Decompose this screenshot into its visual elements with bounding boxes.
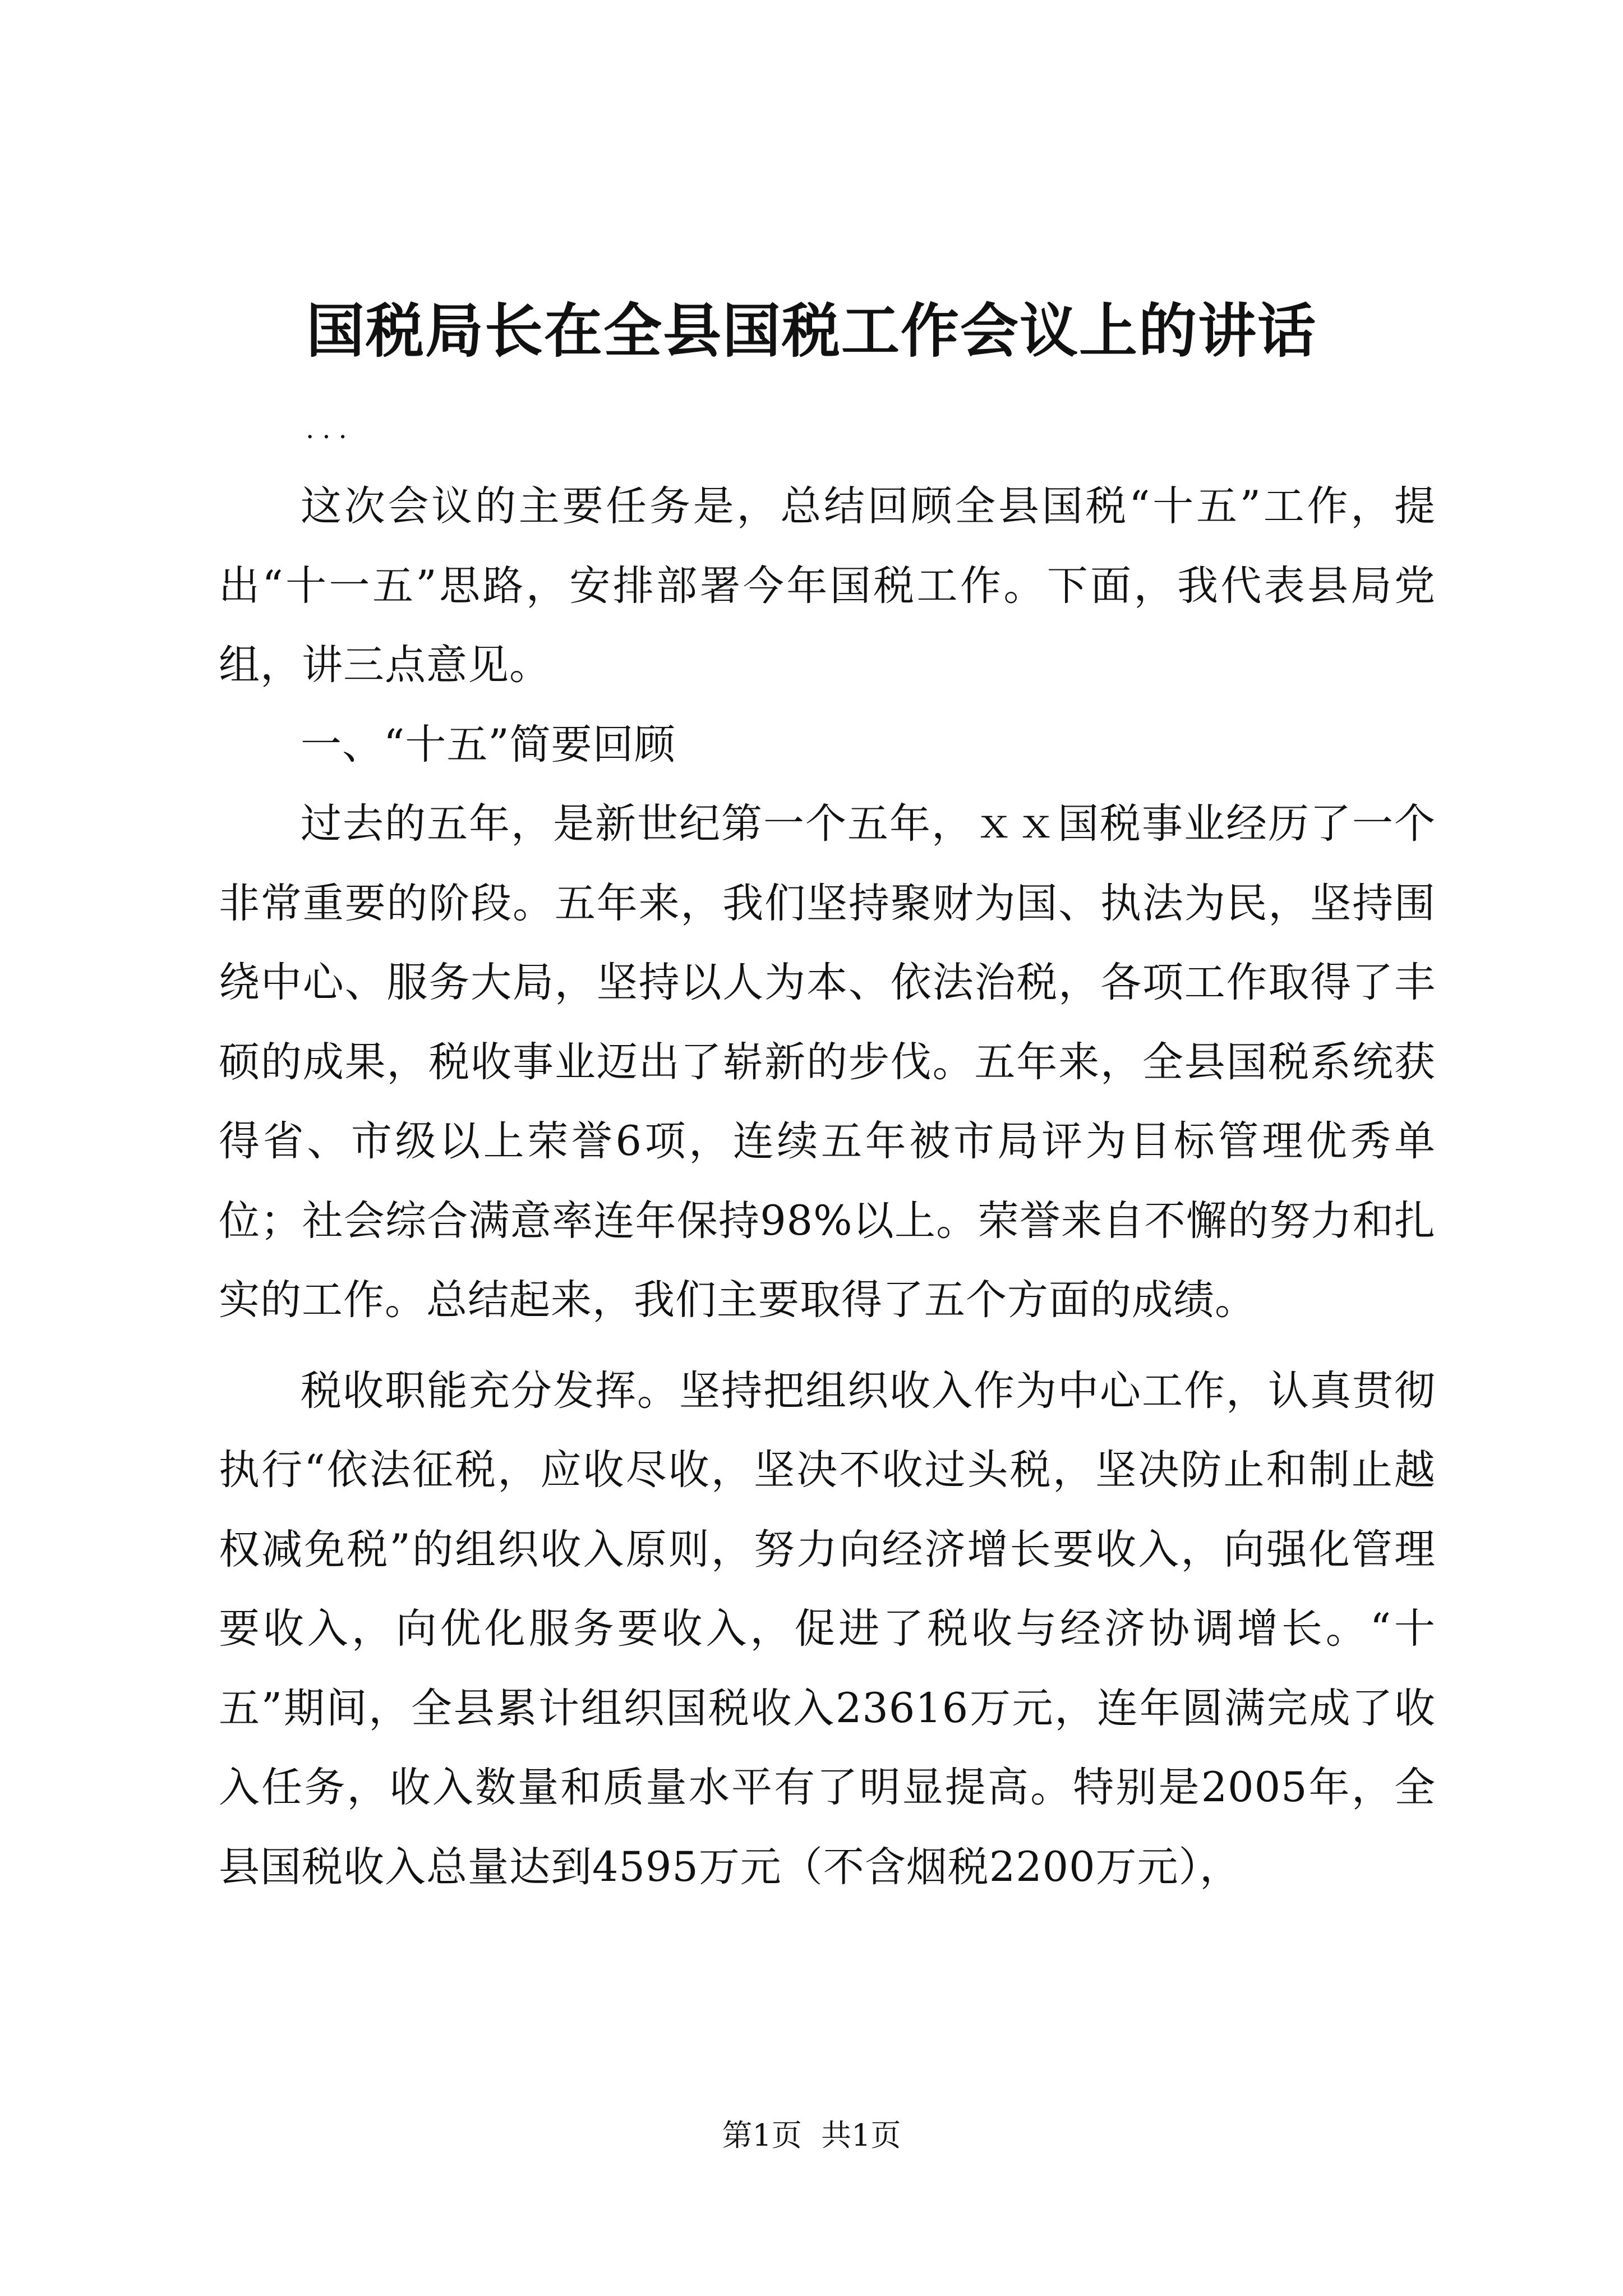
document-title: 国税局长在全县国税工作会议上的讲话: [306, 296, 1317, 365]
footer-page-number: 1: [752, 2118, 772, 2153]
page-footer: [0, 2116, 1623, 2155]
footer-total-prefix: 共: [821, 2118, 852, 2153]
paragraph-review: 过去的五年，是新世纪第一个五年，ｘｘ国税事业经历了一个非常重要的阶段。五年来，我们坚持聚财为国、执法为民，坚持围绕中心、服务大局，坚持以人为本、依法治税，各项工作取得了丰硕的成果，税收事业迈出了崭新的步伐。五年来，全县国税系统获得省、市级以上荣誉6项，连续五年被市局评为目标管理优秀单位；社会综合满意率连年保持98%以上。荣誉来自不懈的努力和扎实的工作。总结起来，我们主要取得了五个方面的成绩。: [219, 800, 1436, 1324]
footer-page-prefix: 第: [722, 2118, 753, 2153]
footer-page-suffix: 页: [771, 2118, 802, 2153]
paragraph-tax-function: 税收职能充分发挥。坚持把组织收入作为中心工作，认真贯彻执行“依法征税，应收尽收，坚决不收过头税，坚决防止和制止越权减免税”的组织收入原则，努力向经济增长要收入，向强化管理要收入，向优化服务要收入，促进了税收与经济协调增长。“十五”期间，全县累计组织国税收入23616万元，连年圆满完成了收入任务，收入数量和质量水平有了明显提高。特别是2005年，全县国税收入总量达到4595万元（不含烟税2200万元），: [219, 1366, 1436, 1891]
footer-total-suffix: 页: [870, 2118, 901, 2153]
paragraph-intro: 这次会议的主要任务是，总结回顾全县国税“十五”工作，提出“十一五”思路，安排部署今年国税工作。下面，我代表县局党组，讲三点意见。: [219, 482, 1436, 689]
section-heading: 一、“十五”简要回顾: [301, 720, 676, 769]
document-body: [219, 467, 1436, 1907]
footer-total-pages: 1: [851, 2118, 871, 2153]
ellipsis-marker: ...: [306, 413, 355, 445]
